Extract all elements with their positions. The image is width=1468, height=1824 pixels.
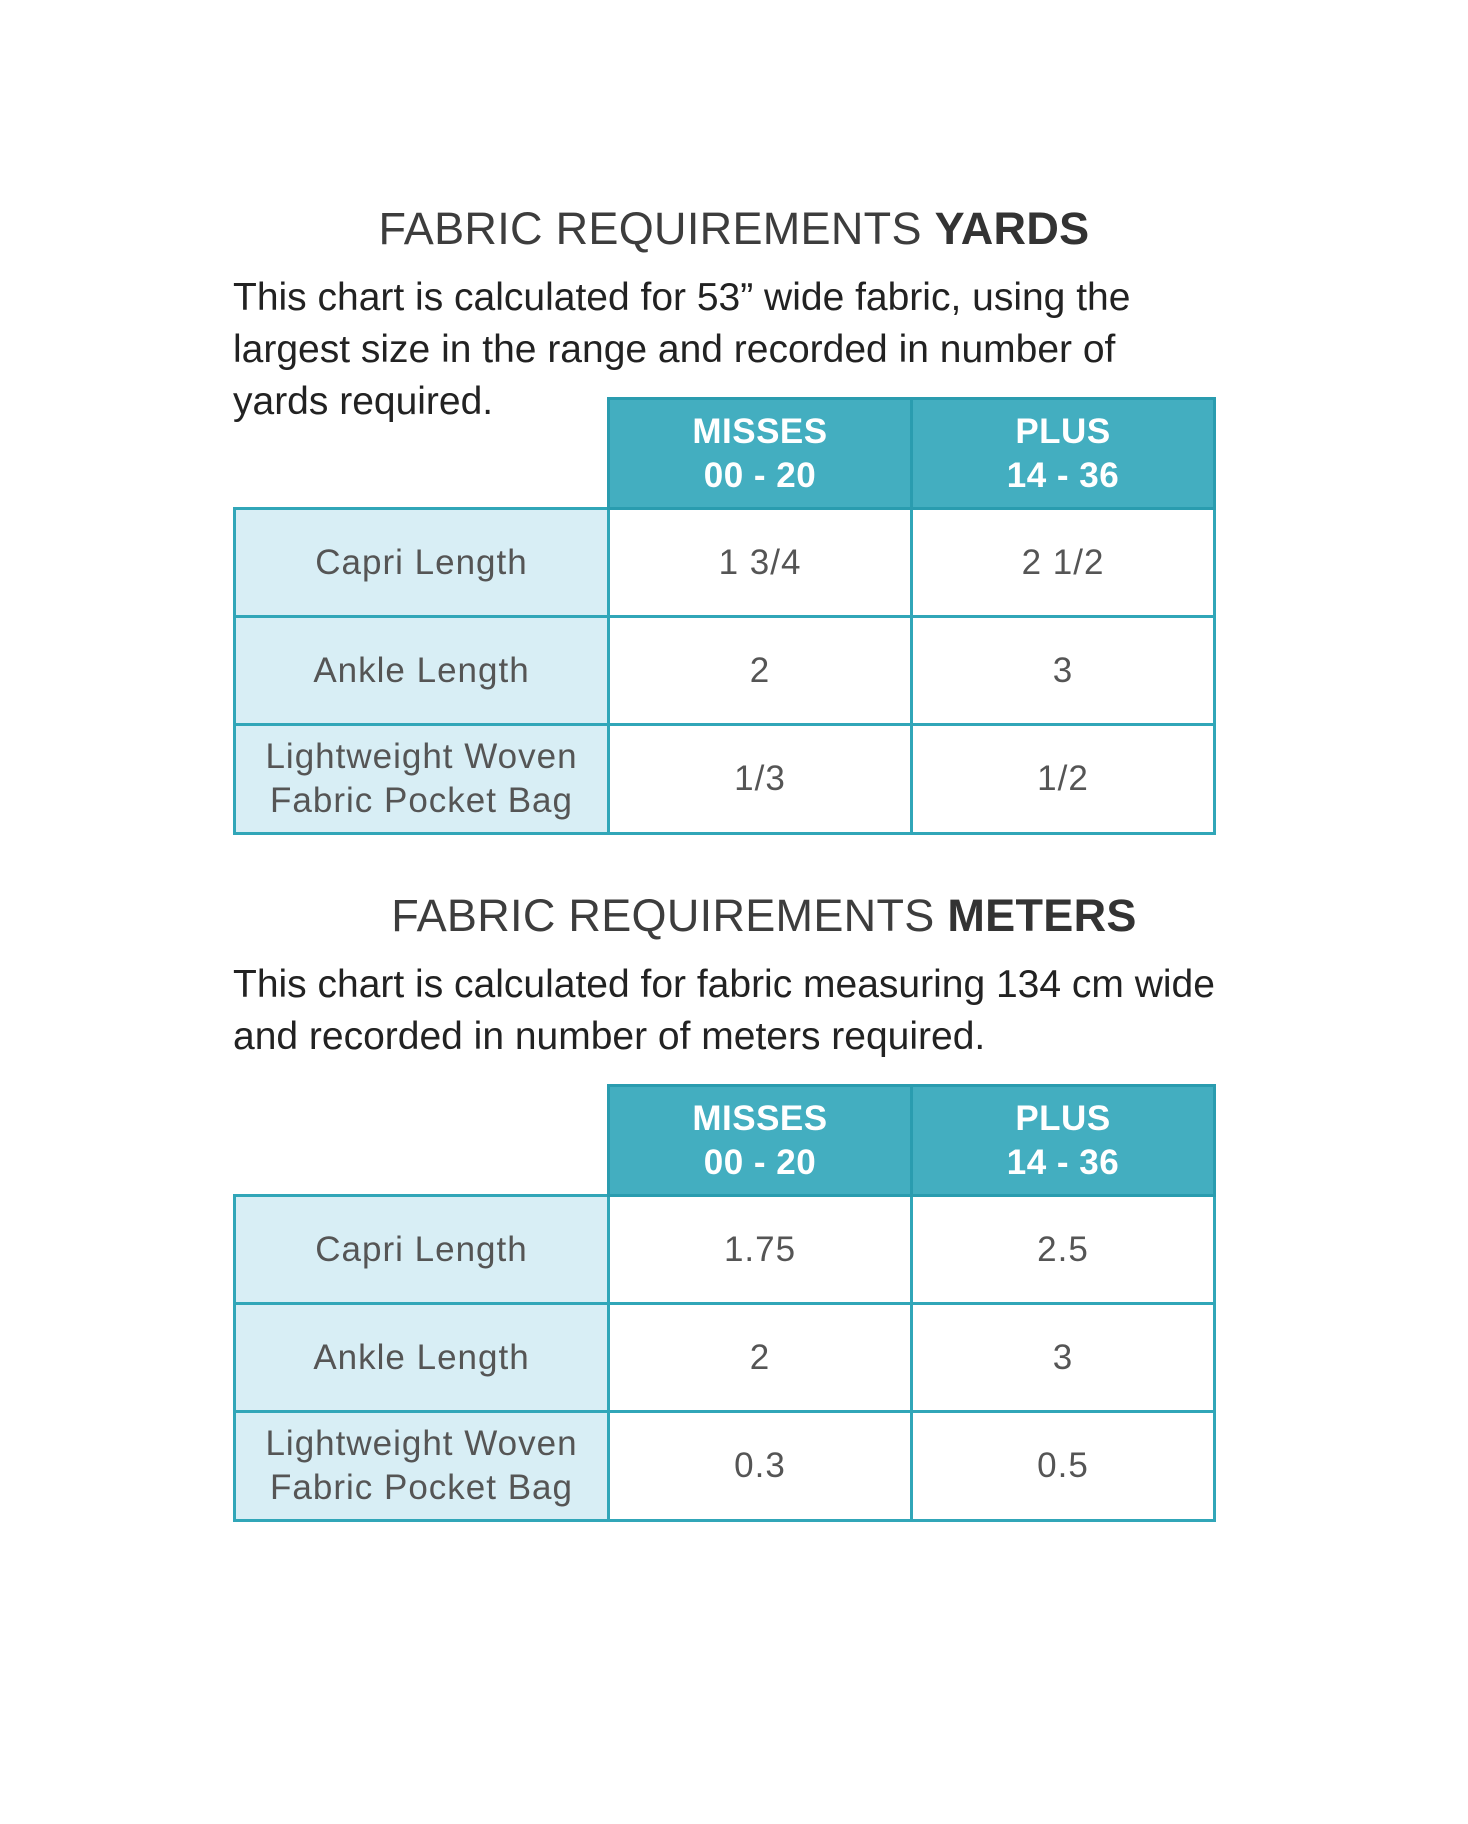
row-label-text: Lightweight Woven bbox=[265, 1424, 578, 1463]
cell-value: 1 3/4 bbox=[609, 509, 912, 617]
cell-value: 3 bbox=[912, 617, 1215, 725]
row-label-capri bbox=[235, 1196, 609, 1304]
meters-title bbox=[30, 890, 1468, 942]
row-label-text: Capri Length bbox=[315, 1229, 528, 1269]
meters-description: This chart is calculated for fabric measuring 134 cm wide and recorded in number of meters required. bbox=[233, 963, 1215, 1058]
yards-col-misses bbox=[609, 399, 912, 509]
meters-table bbox=[233, 1084, 1216, 1522]
yards-col-plus-name: PLUS bbox=[1015, 411, 1111, 451]
row-label-text: Lightweight Woven bbox=[265, 737, 578, 776]
yards-col-plus-range: 14 - 36 bbox=[1006, 455, 1120, 495]
yards-title-prefix: FABRIC REQUIREMENTS bbox=[378, 203, 935, 254]
row-label-text: Fabric Pocket Bag bbox=[270, 1468, 573, 1507]
table-row bbox=[235, 1304, 1215, 1412]
yards-col-plus bbox=[912, 399, 1215, 509]
cell-value: 0.5 bbox=[912, 1412, 1215, 1521]
row-label-ankle bbox=[235, 1304, 609, 1412]
yards-header-row bbox=[235, 399, 1215, 509]
row-label-pocket-bag bbox=[235, 725, 609, 834]
row-label-ankle bbox=[235, 617, 609, 725]
cell-value: 2 bbox=[609, 1304, 912, 1412]
table-row bbox=[235, 1196, 1215, 1304]
meters-header-blank bbox=[235, 1086, 609, 1196]
yards-title bbox=[0, 203, 1468, 255]
row-label-text: Capri Length bbox=[315, 542, 528, 582]
table-row bbox=[235, 509, 1215, 617]
meters-col-plus bbox=[912, 1086, 1215, 1196]
yards-title-unit: YARDS bbox=[934, 203, 1090, 254]
table-row bbox=[235, 617, 1215, 725]
cell-value: 1/3 bbox=[609, 725, 912, 834]
row-label-capri bbox=[235, 509, 609, 617]
yards-col-misses-name: MISSES bbox=[692, 411, 828, 451]
meters-col-misses-name: MISSES bbox=[692, 1098, 828, 1138]
table-row bbox=[235, 1412, 1215, 1521]
cell-value: 2 bbox=[609, 617, 912, 725]
cell-value: 3 bbox=[912, 1304, 1215, 1412]
cell-value: 1.75 bbox=[609, 1196, 912, 1304]
cell-value: 1/2 bbox=[912, 725, 1215, 834]
cell-value: 0.3 bbox=[609, 1412, 912, 1521]
table-row bbox=[235, 725, 1215, 834]
yards-header-blank bbox=[235, 399, 609, 509]
row-label-text: Fabric Pocket Bag bbox=[270, 781, 573, 820]
meters-col-misses-range: 00 - 20 bbox=[703, 1142, 817, 1182]
meters-col-misses bbox=[609, 1086, 912, 1196]
yards-col-misses-range: 00 - 20 bbox=[703, 455, 817, 495]
meters-header-row bbox=[235, 1086, 1215, 1196]
yards-description: This chart is calculated for 53” wide fabric, using the largest size in the range and recorded in number of yards required. bbox=[233, 276, 1131, 423]
yards-table bbox=[233, 397, 1216, 835]
row-label-pocket-bag bbox=[235, 1412, 609, 1521]
meters-title-prefix: FABRIC REQUIREMENTS bbox=[391, 890, 948, 941]
meters-title-unit: METERS bbox=[947, 890, 1137, 941]
row-label-text: Ankle Length bbox=[313, 650, 530, 690]
row-label-text: Ankle Length bbox=[313, 1337, 530, 1377]
cell-value: 2 1/2 bbox=[912, 509, 1215, 617]
cell-value: 2.5 bbox=[912, 1196, 1215, 1304]
meters-col-plus-name: PLUS bbox=[1015, 1098, 1111, 1138]
meters-col-plus-range: 14 - 36 bbox=[1006, 1142, 1120, 1182]
